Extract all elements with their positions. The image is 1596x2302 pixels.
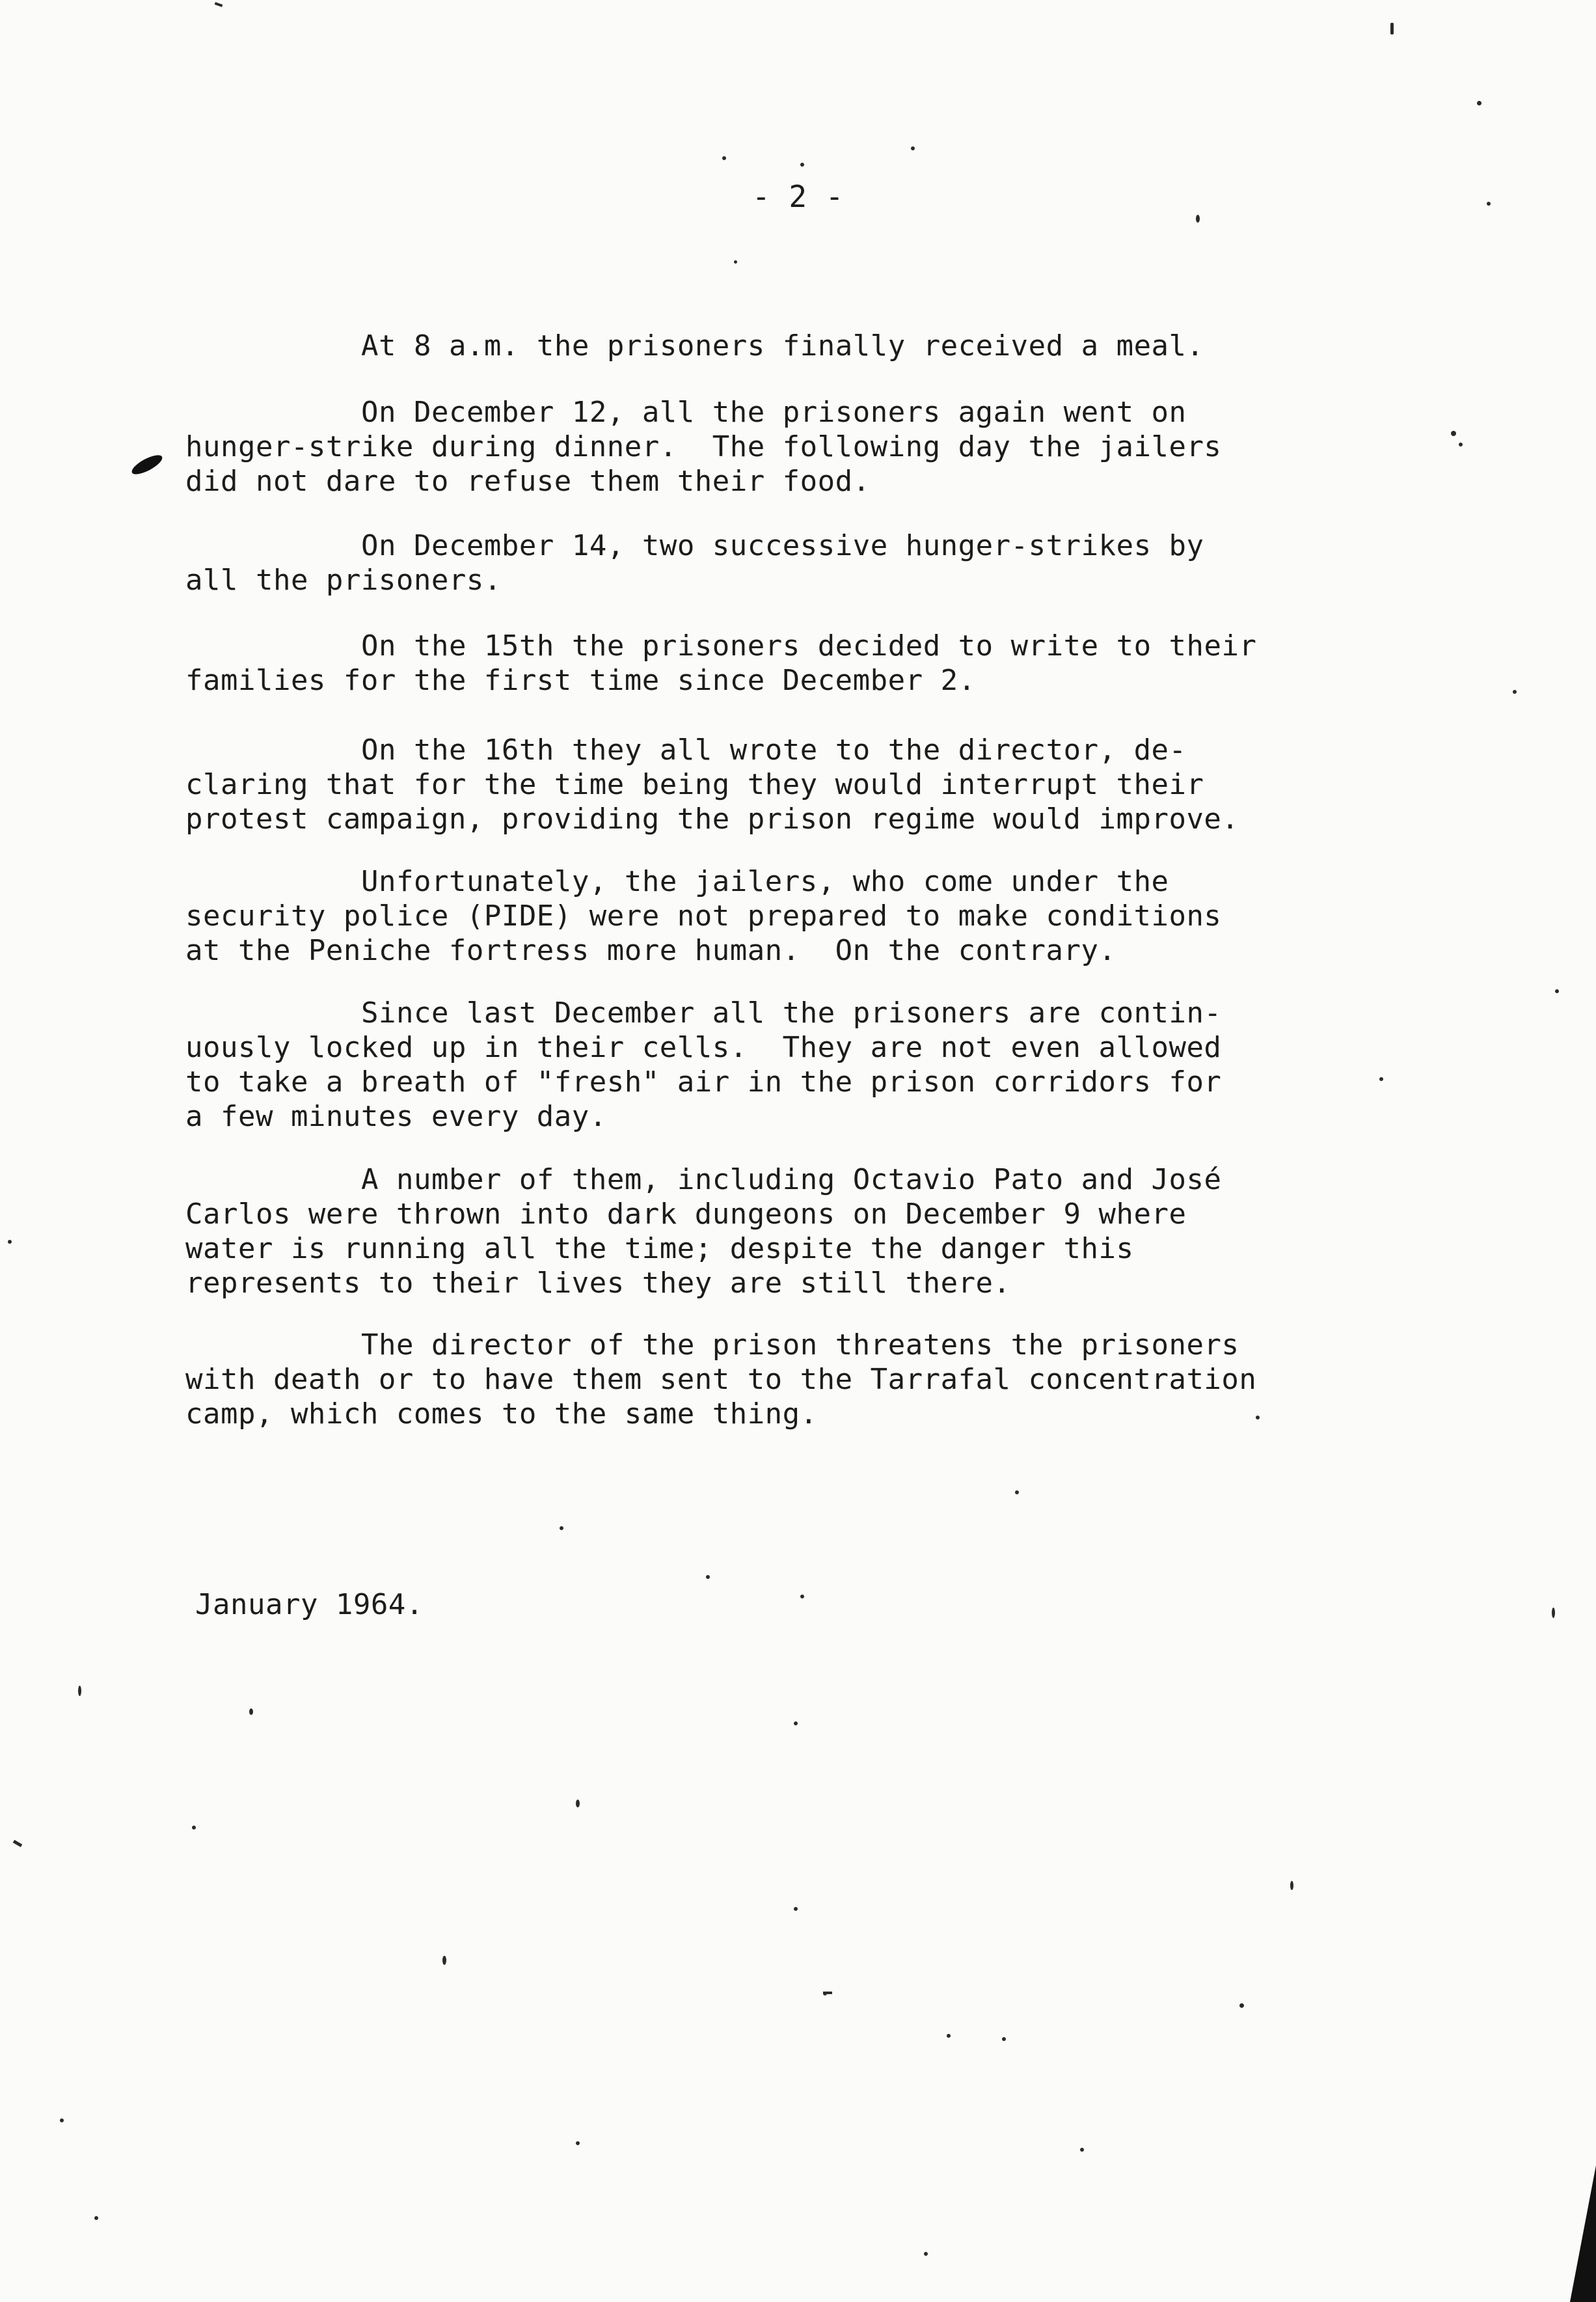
scan-speck: [1080, 2148, 1084, 2152]
text-line: security police (PIDE) were not prepared to make conditions: [185, 899, 1222, 933]
scan-speck: [794, 1721, 798, 1725]
scan-speck: [1487, 202, 1491, 206]
scan-speck: [192, 1826, 196, 1829]
text-line: to take a breath of "fresh" air in the prison corridors for: [185, 1065, 1222, 1099]
scan-speck: [1390, 23, 1394, 34]
scan-speck: [13, 1840, 23, 1847]
text-line: On the 15th the prisoners decided to write to their: [361, 629, 1257, 663]
text-line: On December 12, all the prisoners again went on: [361, 396, 1187, 429]
page-number: - 2 -: [752, 179, 844, 214]
scan-speck: [722, 156, 726, 160]
paragraph-since-december: [185, 996, 1422, 1134]
paragraph-16th: [185, 733, 1422, 836]
text-line: At 8 a.m. the prisoners finally received a meal.: [361, 329, 1204, 363]
scan-speck: [1552, 1608, 1555, 1618]
paragraph-meal: [185, 329, 1422, 363]
text-line: all the prisoners.: [185, 564, 502, 597]
scan-speck: [1015, 1490, 1019, 1494]
scan-speck: [1002, 2037, 1006, 2041]
scan-speck: [911, 146, 915, 150]
scan-speck: [1239, 2003, 1244, 2008]
text-line: Unfortunately, the jailers, who come under the: [361, 865, 1169, 898]
paragraph-unfortunately: [185, 864, 1422, 968]
text-line: The director of the prison threatens the prisoners: [361, 1328, 1239, 1362]
scan-speck: [1256, 1416, 1260, 1419]
scan-speck: [794, 1907, 798, 1911]
scan-speck: [576, 2141, 580, 2145]
scan-speck: [215, 2, 223, 7]
scan-speck: [1459, 443, 1463, 446]
text-line: a few minutes every day.: [185, 1100, 607, 1133]
text-line: Since last December all the prisoners are contin-: [361, 996, 1222, 1030]
text-line: families for the first time since December 2.: [185, 664, 976, 697]
paragraph-december-12: [185, 395, 1422, 499]
scan-speck: [947, 2034, 951, 2038]
scan-speck: [249, 1708, 253, 1715]
text-line: with death or to have them sent to the Tarrafal concentration: [185, 1363, 1257, 1396]
paragraph-director-threat: [185, 1328, 1422, 1431]
text-line: On the 16th they all wrote to the director, de-: [361, 733, 1187, 767]
date-line: January 1964.: [195, 1588, 424, 1621]
scan-speck: [924, 2252, 928, 2256]
scan-speck: [60, 2118, 64, 2122]
scan-speck: [94, 2216, 98, 2220]
scan-speck: [560, 1526, 563, 1530]
paragraph-15th: [185, 629, 1422, 698]
paragraph-dungeons: [185, 1162, 1422, 1300]
text-line: at the Peniche fortress more human. On the contrary.: [185, 934, 1116, 967]
text-line: did not dare to refuse them their food.: [185, 465, 871, 498]
text-line: represents to their lives they are still there.: [185, 1267, 1011, 1300]
scan-speck: [1477, 101, 1481, 105]
scan-speck: [1290, 1881, 1293, 1890]
text-line: On December 14, two successive hunger-strikes by: [361, 529, 1204, 562]
text-line: water is running all the time; despite the danger this: [185, 1232, 1134, 1265]
scan-speck: [734, 260, 737, 264]
scan-edge-mark: [1570, 2165, 1596, 2302]
scan-speck: [1451, 431, 1456, 436]
pen-mark: [129, 452, 165, 478]
paragraph-december-14: [185, 528, 1422, 597]
scan-speck: [823, 1992, 832, 1994]
scan-speck: [78, 1686, 81, 1696]
text-line: camp, which comes to the same thing.: [185, 1397, 818, 1431]
scan-speck: [8, 1240, 12, 1244]
scan-speck: [576, 1800, 580, 1807]
scan-speck: [1379, 1077, 1383, 1081]
scan-speck: [1513, 690, 1517, 694]
text-line: protest campaign, providing the prison regime would improve.: [185, 802, 1239, 836]
scan-speck: [1555, 989, 1559, 993]
text-line: hunger-strike during dinner. The following day the jailers: [185, 430, 1222, 463]
text-line: claring that for the time being they would interrupt their: [185, 768, 1204, 801]
scan-speck: [800, 163, 804, 167]
scan-speck: [800, 1595, 804, 1598]
text-line: Carlos were thrown into dark dungeons on December 9 where: [185, 1198, 1187, 1231]
scan-speck: [442, 1956, 446, 1965]
text-line: uously locked up in their cells. They are not even allowed: [185, 1031, 1222, 1064]
text-line: A number of them, including Octavio Pato and José: [361, 1163, 1222, 1196]
scan-speck: [706, 1575, 710, 1579]
scan-speck: [1196, 215, 1200, 223]
